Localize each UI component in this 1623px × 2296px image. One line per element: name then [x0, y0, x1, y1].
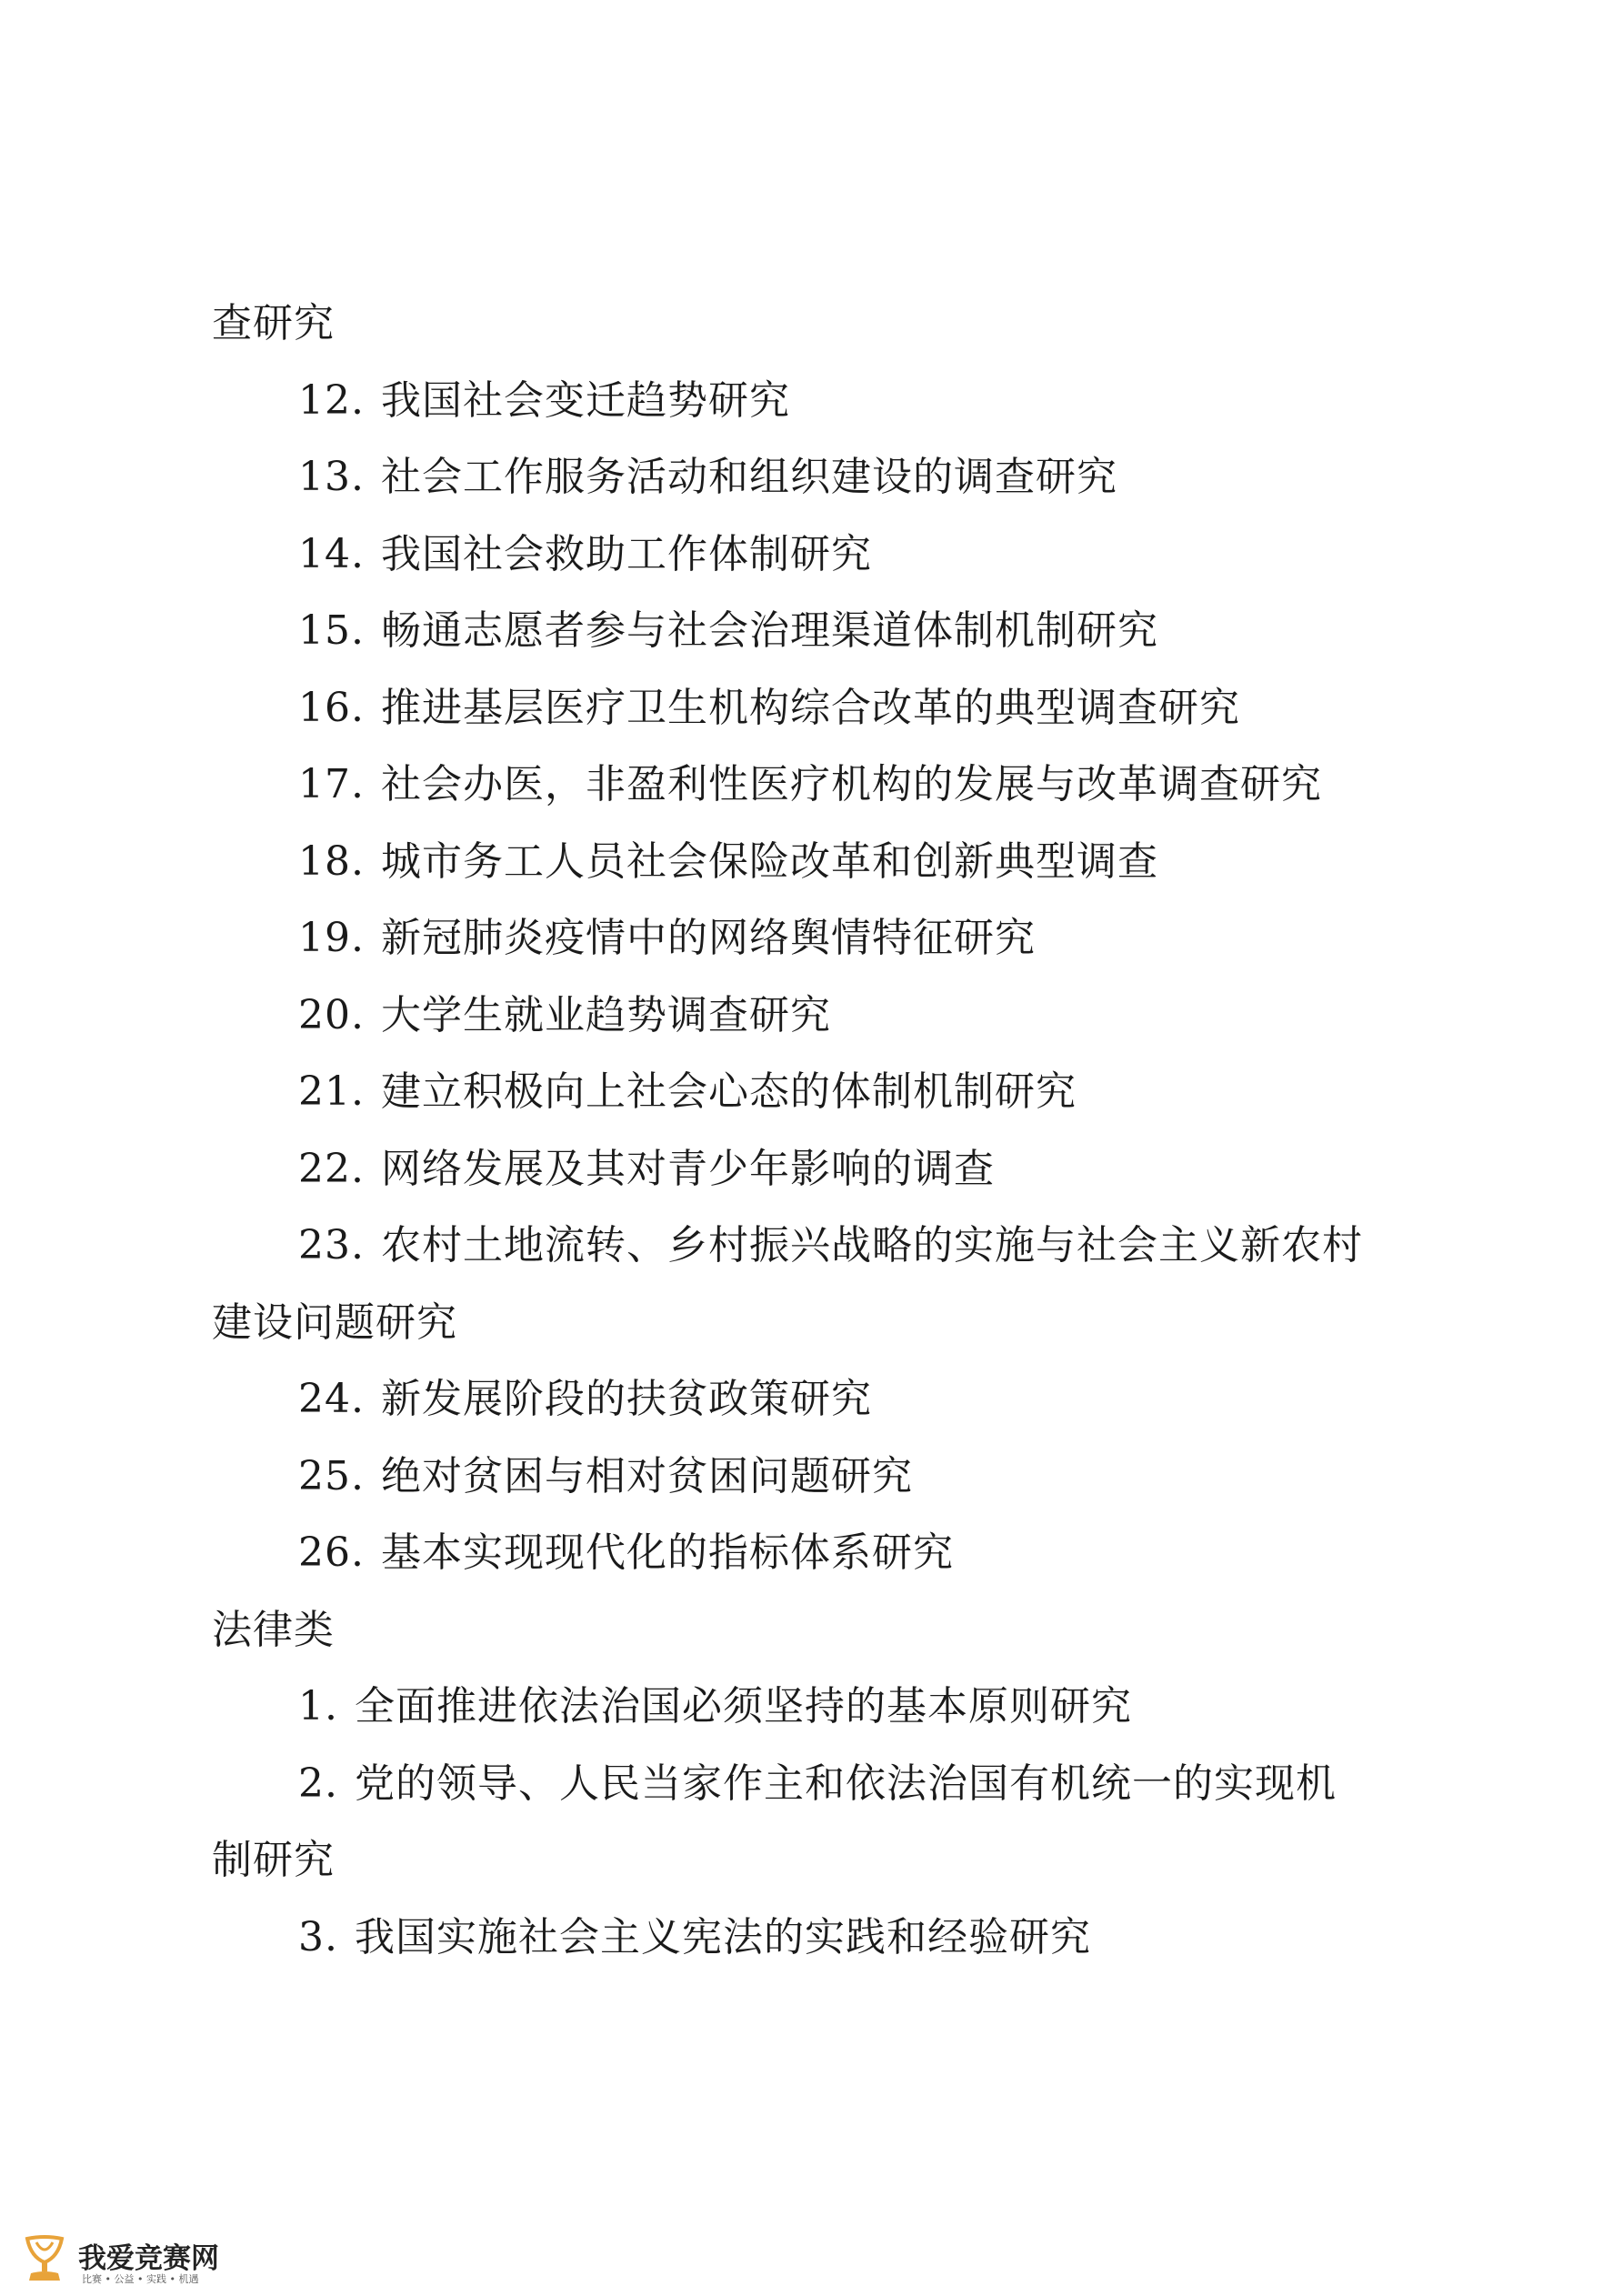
topic-number: 22.	[298, 1145, 365, 1192]
trophy-logo-icon	[18, 2233, 71, 2286]
topic-text: 我国社会救助工作体制研究	[380, 530, 872, 577]
topic-item	[212, 516, 1430, 594]
topic-text: 新冠肺炎疫情中的网络舆情特征研究	[380, 915, 1036, 961]
document-body	[212, 286, 1430, 1976]
topic-item	[212, 1054, 1430, 1131]
topic-continuation	[212, 1822, 1430, 1900]
topic-continuation	[212, 1285, 1430, 1362]
topic-text: 社会办医，非盈利性医疗机构的发展与改革调查研究	[380, 761, 1322, 807]
topic-text: 我国社会变迁趋势研究	[380, 376, 790, 424]
topic-number: 13.	[298, 454, 365, 500]
topic-text: 社会工作服务活动和组织建设的调查研究	[380, 454, 1117, 500]
topic-item	[212, 1439, 1430, 1516]
topic-number: 15.	[298, 607, 365, 654]
topic-text: 农村土地流转、乡村振兴战略的实施与社会主义新农村	[380, 1222, 1363, 1268]
topic-item	[212, 439, 1430, 516]
topic-number: 25.	[298, 1452, 365, 1499]
topic-item	[212, 593, 1430, 670]
topic-text: 基本实现现代化的指标体系研究	[380, 1529, 954, 1576]
topic-number: 26.	[298, 1529, 365, 1576]
topic-text: 党的领导、人民当家作主和依法治国有机统一的实现机	[354, 1760, 1337, 1807]
topic-number: 1.	[298, 1683, 338, 1730]
topic-text: 城市务工人员社会保险改革和创新典型调查	[380, 837, 1158, 885]
topic-item	[212, 900, 1430, 978]
topic-number: 14.	[298, 530, 365, 577]
topic-item	[212, 1900, 1430, 1977]
topic-text: 推进基层医疗卫生机构综合改革的典型调查研究	[380, 684, 1240, 731]
topic-text: 制研究	[212, 1837, 335, 1883]
topic-number: 19.	[298, 915, 365, 961]
topic-text: 大学生就业趋势调查研究	[380, 991, 831, 1038]
topic-number: 23.	[298, 1222, 365, 1268]
topic-text: 建设问题研究	[212, 1298, 457, 1346]
topic-text: 查研究	[212, 300, 335, 346]
watermark-title: 我爱竞赛网	[78, 2242, 219, 2275]
topic-number: 16.	[298, 684, 365, 731]
section-heading-law	[212, 1592, 1430, 1669]
topic-text: 我国实施社会主义宪法的实践和经验研究	[354, 1913, 1091, 1960]
topic-number: 24.	[298, 1376, 365, 1422]
topic-number: 20.	[298, 991, 365, 1038]
topic-number: 18.	[298, 837, 365, 885]
topic-item	[212, 1515, 1430, 1592]
topic-number: 12.	[298, 376, 365, 424]
topic-item	[212, 1131, 1430, 1208]
topic-item	[212, 670, 1430, 747]
topic-continuation	[212, 286, 1430, 363]
topic-item	[212, 1361, 1430, 1439]
section-heading-text: 法律类	[212, 1606, 335, 1653]
topic-text: 绝对贫困与相对贫困问题研究	[380, 1452, 913, 1499]
topic-item	[212, 824, 1430, 901]
topic-text: 畅通志愿者参与社会治理渠道体制机制研究	[380, 607, 1158, 654]
topic-text: 新发展阶段的扶贫政策研究	[380, 1376, 872, 1422]
topic-item	[212, 363, 1430, 440]
topic-item	[212, 1746, 1430, 1823]
topic-number: 3.	[298, 1913, 338, 1960]
topic-item	[212, 747, 1430, 824]
topic-number: 17.	[298, 761, 365, 807]
topic-item	[212, 1208, 1430, 1285]
topic-item	[212, 978, 1430, 1055]
topic-item	[212, 1669, 1430, 1746]
topic-number: 21.	[298, 1068, 365, 1115]
watermark-subtitle: 比赛 • 公益 • 实践 • 机遇	[82, 2273, 199, 2285]
topic-text: 网络发展及其对青少年影响的调查	[380, 1145, 995, 1192]
topic-text: 全面推进依法治国必须坚持的基本原则研究	[354, 1683, 1132, 1730]
topic-number: 2.	[298, 1760, 338, 1807]
watermark-logo	[18, 2233, 236, 2288]
topic-text: 建立积极向上社会心态的体制机制研究	[380, 1068, 1077, 1115]
